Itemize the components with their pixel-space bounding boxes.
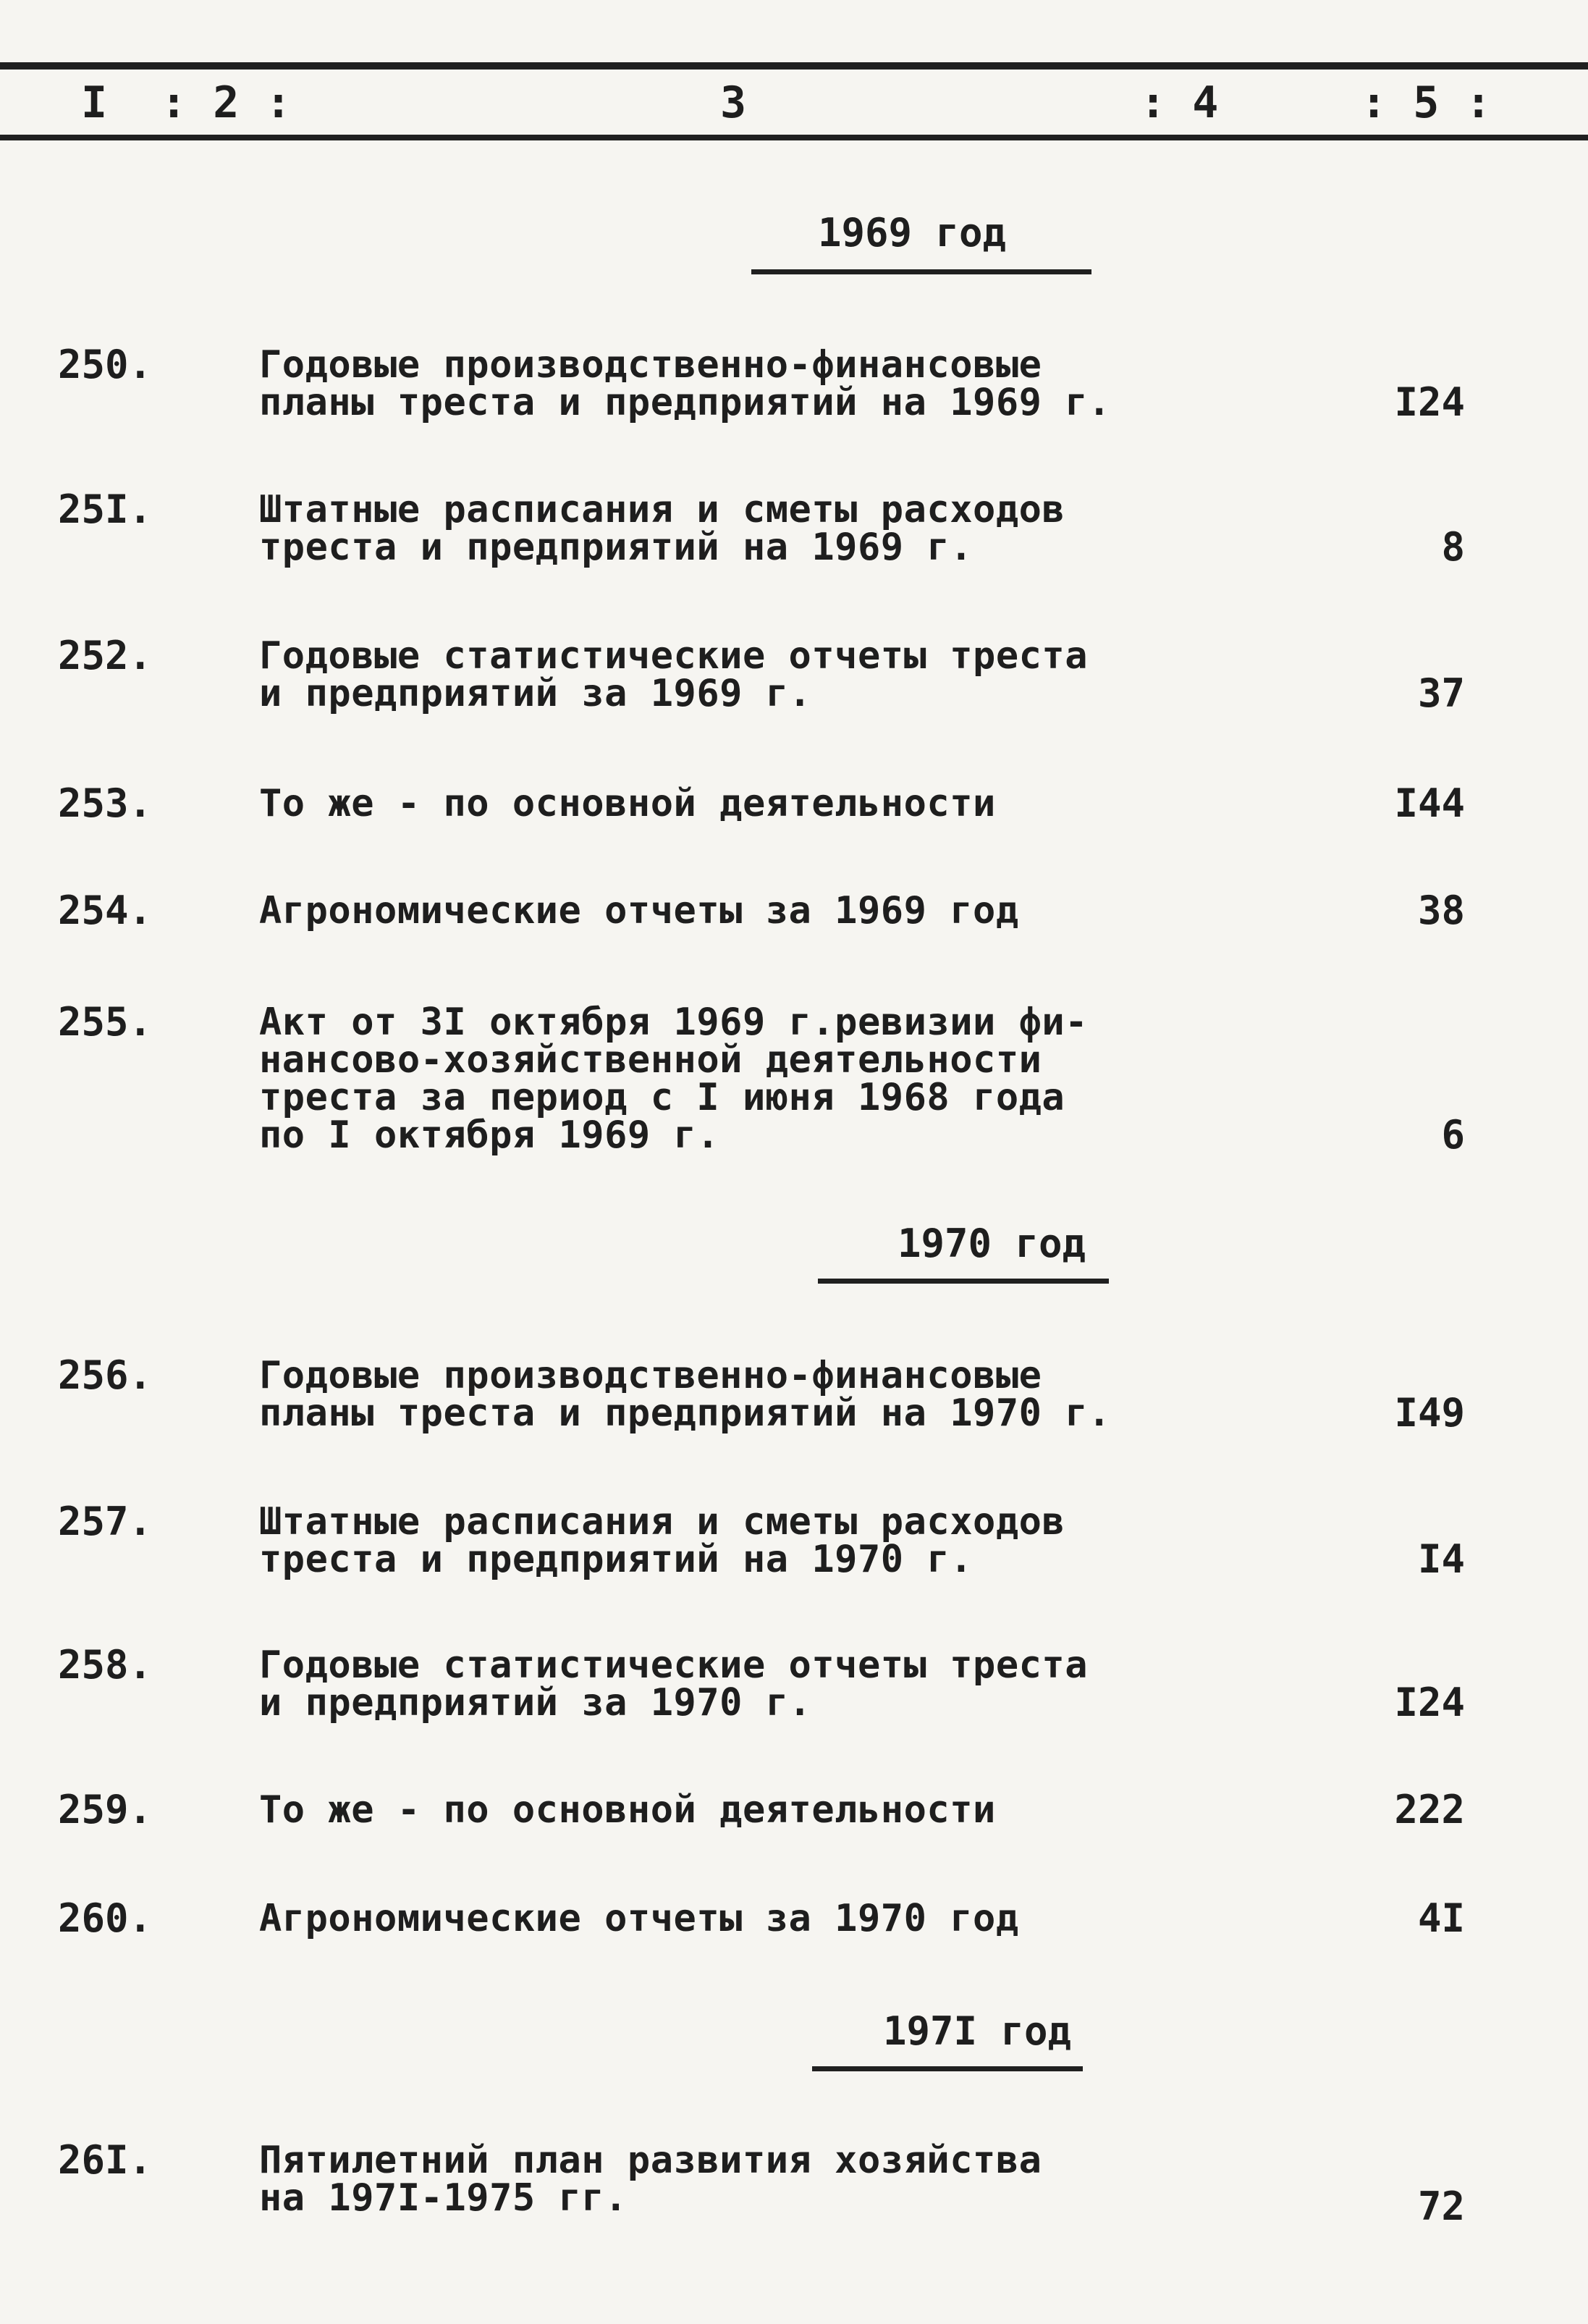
entry-sheet-count: I24 [1394, 1680, 1465, 1725]
entry-description: То же - по основной деятельности [259, 782, 996, 825]
entry-number: 256. [58, 1352, 153, 1398]
entry-description: Агрономические отчеты за 1970 год [259, 1897, 1019, 1940]
year-underline [751, 269, 1091, 274]
column-header-5: : 5 : [1361, 77, 1492, 128]
entry-number: 253. [58, 780, 153, 826]
entry-number: 255. [58, 999, 153, 1045]
entry-sheet-count: 8 [1441, 524, 1465, 570]
year-underline [818, 1279, 1109, 1284]
column-header-3: 3 [720, 77, 747, 128]
entry-number: 25I. [58, 487, 153, 532]
entry-number: 254. [58, 888, 153, 933]
header-bottom-rule [0, 135, 1588, 140]
year-heading-1971: 197I год [882, 2008, 1072, 2054]
column-header-1: I [81, 77, 108, 128]
entry-description: Акт от 3I октября 1969 г.ревизии фи- нансово-хозяйственной деятельности треста за период с I июня 1968 года по I октября 1969 г. [259, 1001, 1089, 1157]
entry-sheet-count: I24 [1394, 379, 1465, 425]
column-header-2: : 2 : [161, 77, 292, 128]
entry-sheet-count: 72 [1417, 2184, 1465, 2229]
entry-sheet-count: 4I [1417, 1895, 1465, 1941]
entry-sheet-count: I49 [1394, 1390, 1465, 1436]
header-top-rule [0, 62, 1588, 70]
entry-number: 252. [58, 633, 153, 678]
entry-sheet-count: 222 [1394, 1787, 1465, 1832]
entry-description: Штатные расписания и сметы расходов треста и предприятий на 1970 г. [259, 1500, 1065, 1581]
entry-description: Годовые производственно-финансовые планы треста и предприятий на 1970 г. [259, 1354, 1111, 1435]
entry-description: То же - по основной деятельности [259, 1788, 996, 1832]
entry-description: Пятилетний план развития хозяйства на 197I-1975 гг. [259, 2139, 1042, 2220]
entry-number: 250. [58, 342, 153, 387]
entry-sheet-count: I44 [1394, 780, 1465, 826]
entry-number: 258. [58, 1642, 153, 1688]
entry-number: 260. [58, 1895, 153, 1941]
year-underline [812, 2066, 1083, 2071]
entry-description: Годовые статистические отчеты треста и предприятий за 1970 г. [259, 1643, 1089, 1725]
entry-sheet-count: 37 [1417, 670, 1465, 716]
year-heading-1970: 1970 год [897, 1221, 1086, 1266]
entry-description: Годовые статистические отчеты треста и предприятий за 1969 г. [259, 634, 1089, 715]
entry-number: 257. [58, 1499, 153, 1544]
entry-number: 259. [58, 1787, 153, 1832]
entry-description: Годовые производственно-финансовые планы треста и предприятий на 1969 г. [259, 343, 1111, 424]
column-header-4: : 4 [1140, 77, 1219, 128]
entry-description: Штатные расписания и сметы расходов треста и предприятий на 1969 г. [259, 488, 1065, 569]
year-heading-1969: 1969 год [817, 210, 1007, 256]
entry-number: 26I. [58, 2137, 153, 2183]
entry-description: Агрономические отчеты за 1969 год [259, 889, 1019, 932]
entry-sheet-count: I4 [1417, 1536, 1465, 1582]
entry-sheet-count: 38 [1417, 888, 1465, 933]
entry-sheet-count: 6 [1441, 1112, 1465, 1158]
